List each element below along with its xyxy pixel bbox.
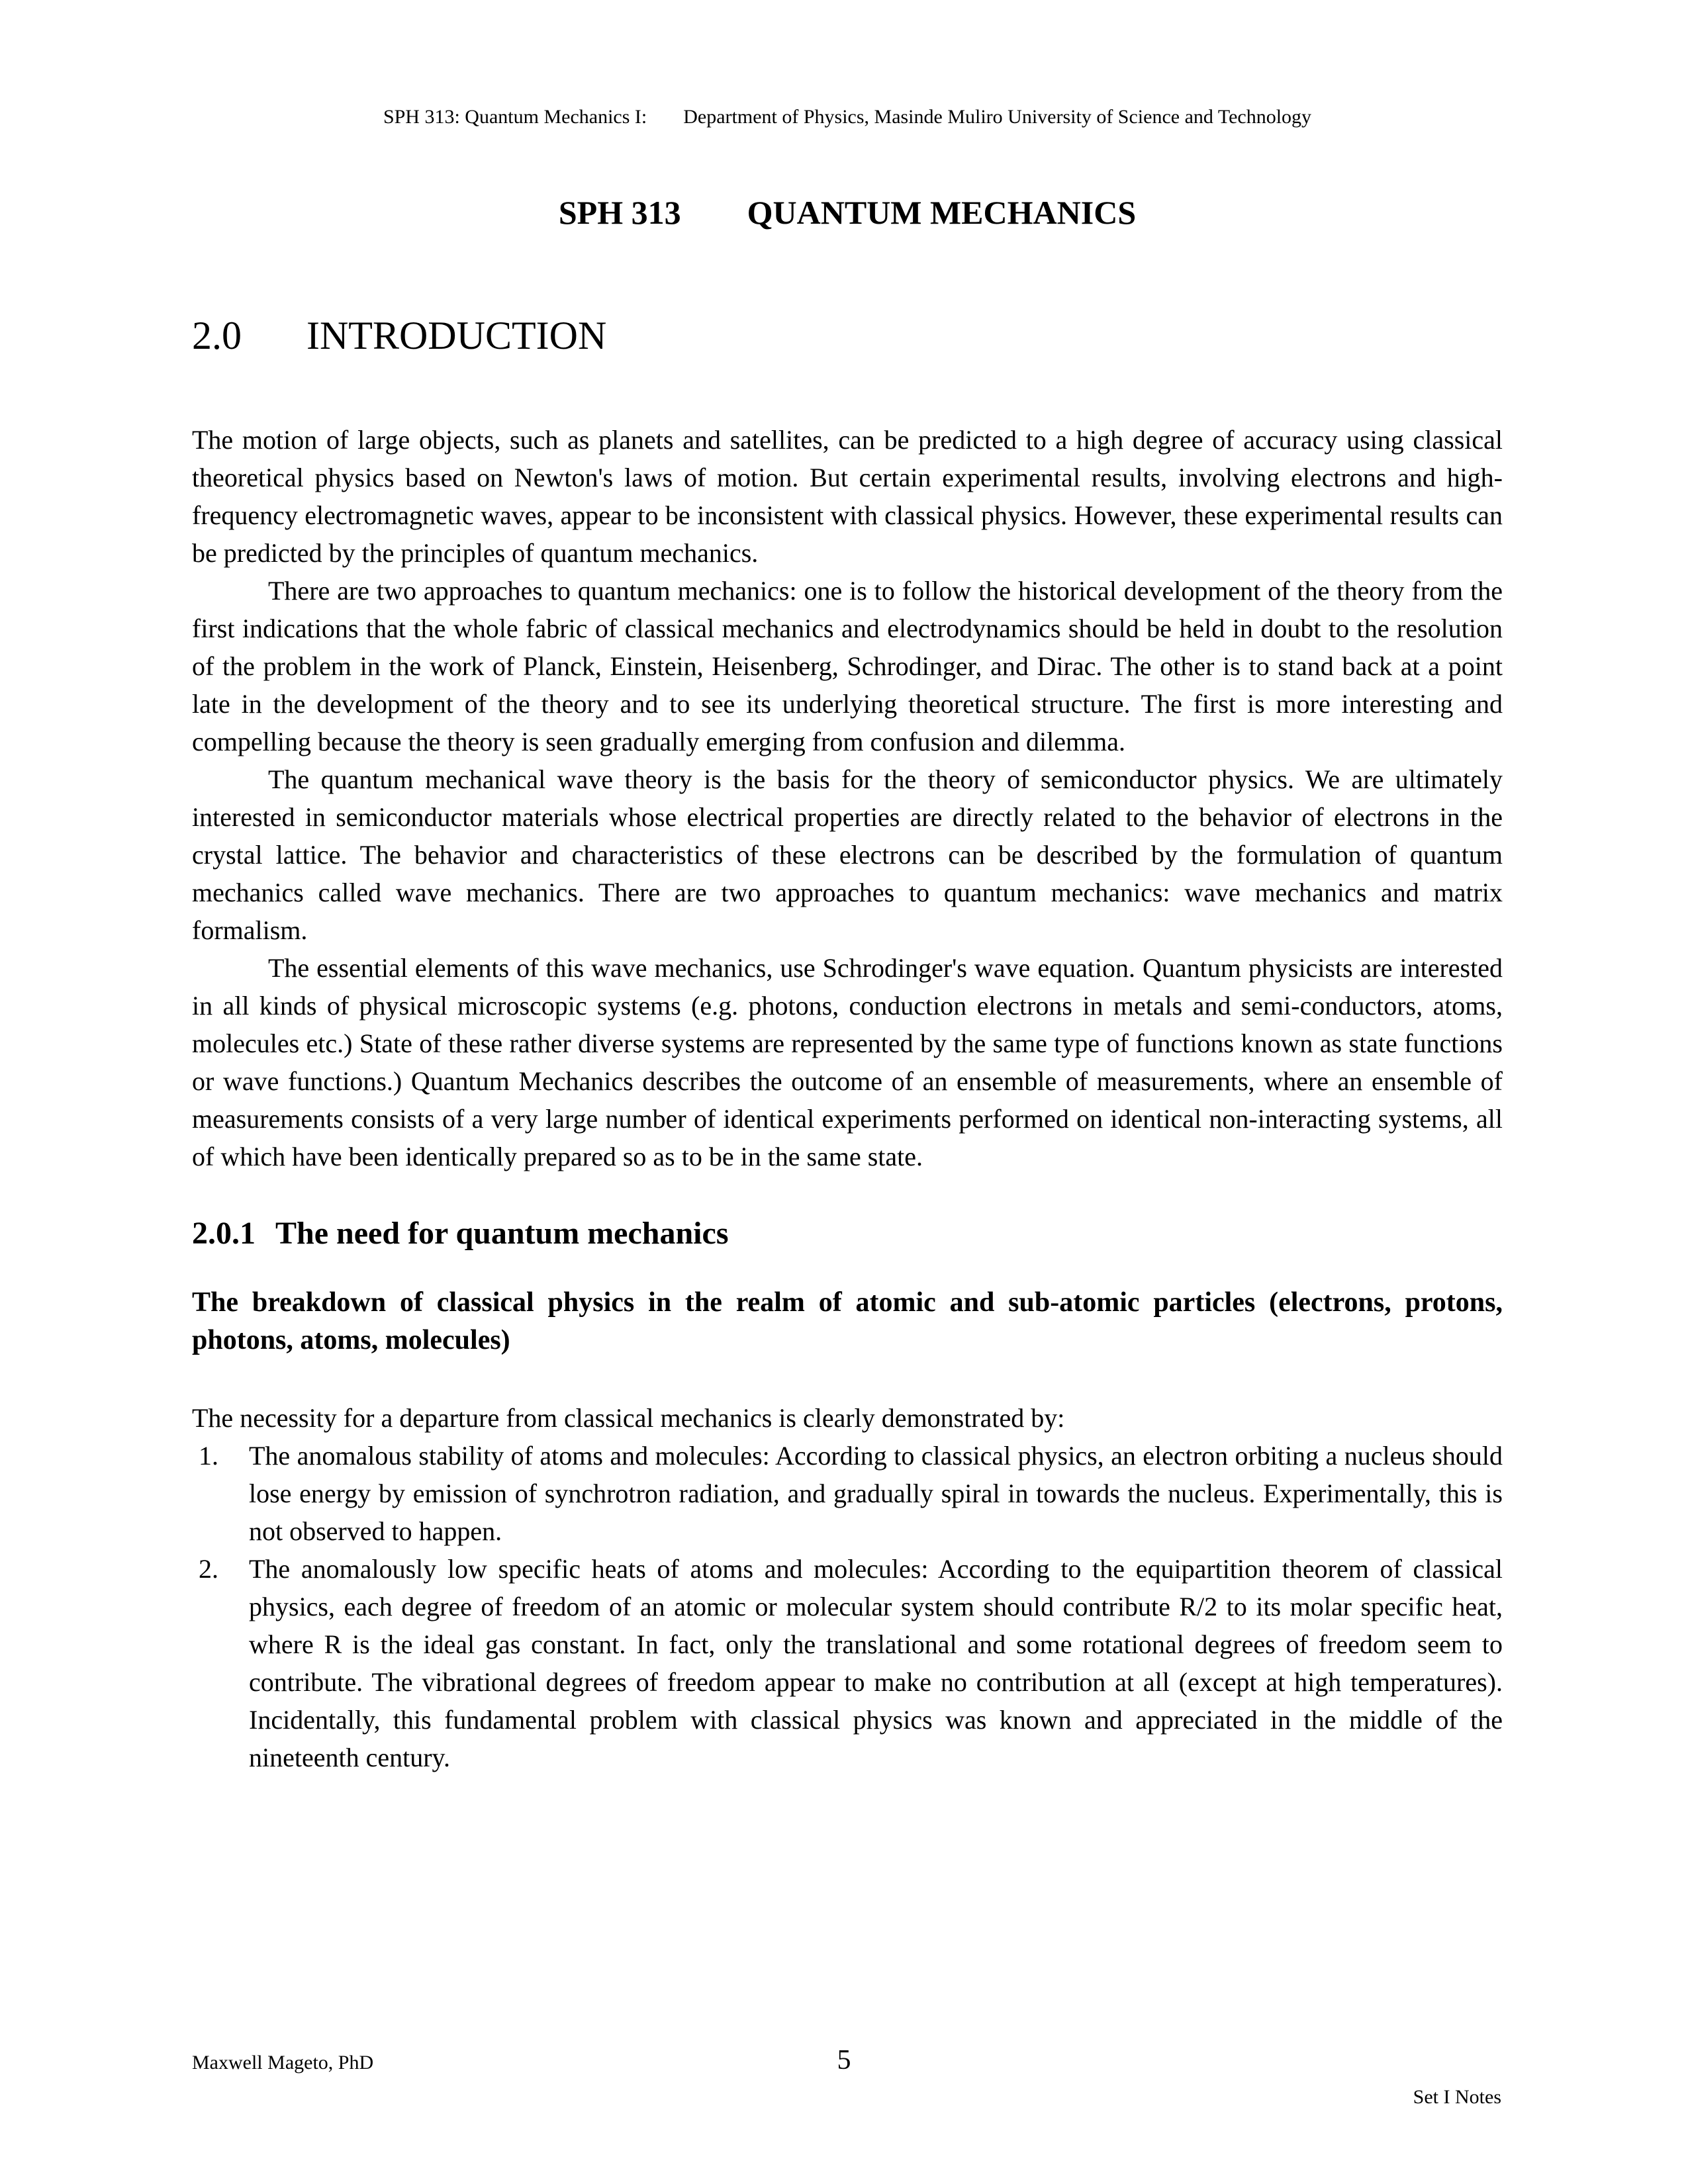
list-item-low-specific-heats bbox=[192, 1550, 1503, 1776]
list-item-text: The anomalous stability of atoms and molecules: According to classical physics, an electron orbiting a nucleus should lose energy by emission of synchrotron radiation, and gradually spiral in towards the nucleus. Experimentally, this is not observed to happen. bbox=[249, 1441, 1503, 1546]
subsection-title: The need for quantum mechanics bbox=[275, 1216, 729, 1251]
footer-notes-label: Set I Notes bbox=[1413, 2086, 1501, 2108]
list-item-text: The anomalously low specific heats of atoms and molecules: According to the equipartition theorem of classical physics, each degree of freedom of an atomic or molecular system should contribute R/2 to its molar specific heat, where R is the ideal gas constant. In fact, only the translational and some rotational degrees of freedom seem to contribute. The vibrational degrees of freedom appear to make no contribution at all (except at high temperatures). Incidentally, this fundamental problem with classical physics was known and appreciated in the middle of the nineteenth century. bbox=[249, 1554, 1503, 1772]
header-department: Department of Physics, Masinde Muliro University of Science and Technology bbox=[683, 106, 1312, 128]
list-item-number: 1. bbox=[199, 1441, 218, 1471]
list-intro-necessity: The necessity for a departure from classical mechanics is clearly demonstrated by: bbox=[192, 1403, 1065, 1433]
section-heading-need-for-qm bbox=[192, 1214, 1503, 1253]
list-item-number: 2. bbox=[199, 1554, 218, 1584]
section-heading-introduction bbox=[192, 312, 1503, 359]
subheading-breakdown-classical-physics: The breakdown of classical physics in the realm of atomic and sub-atomic particles (electrons, protons, photons, atoms, molecules) bbox=[192, 1287, 1503, 1355]
paragraph-two-approaches: There are two approaches to quantum mechanics: one is to follow the historical development of the theory from the first indications that the whole fabric of classical mechanics and electrodynamics should be held in doubt to the resolution of the problem in the work of Planck, Einstein, Heisenberg, Schrodinger, and Dirac. The other is to stand back at a point late in the development of the theory and to see its underlying theoretical structure. The first is more interesting and compelling because the theory is seen gradually emerging from confusion and dilemma. bbox=[192, 576, 1503, 756]
footer-author: Maxwell Mageto, PhD bbox=[192, 2052, 374, 2073]
title-course-code: SPH 313 bbox=[558, 194, 681, 231]
header-course-code: SPH 313: Quantum Mechanics I: bbox=[383, 106, 647, 128]
running-header bbox=[192, 105, 1503, 130]
page-number: 5 bbox=[837, 2045, 851, 2075]
section-number: 2.0 bbox=[192, 314, 242, 357]
paragraph-wave-theory: The quantum mechanical wave theory is the basis for the theory of semiconductor physics. We are ultimately interested in semiconductor materials whose electrical properties are directly related to the behavior of electrons in the crystal lattice. The behavior and characteristics of these electrons can be described by the formulation of quantum mechanics called wave mechanics. There are two approaches to quantum mechanics: wave mechanics and matrix formalism. bbox=[192, 764, 1503, 945]
document-title bbox=[192, 193, 1503, 232]
list-item-anomalous-stability bbox=[192, 1437, 1503, 1550]
paragraph-essential-elements: The essential elements of this wave mechanics, use Schrodinger's wave equation. Quantum physicists are interested in all kinds of physical microscopic systems (e.g. photons, conduction electrons in metals and semi-conductors, atoms, molecules etc.) State of these rather diverse systems are represented by the same type of functions known as state functions or wave functions.) Quantum Mechanics describes the outcome of an ensemble of measurements, where an ensemble of measurements consists of a very large number of identical experiments performed on identical non-interacting systems, all of which have been identically prepared so as to be in the same state. bbox=[192, 953, 1503, 1171]
subsection-number: 2.0.1 bbox=[192, 1216, 256, 1251]
paragraph-motion-of-large-objects: The motion of large objects, such as planets and satellites, can be predicted to a high degree of accuracy using classical theoretical physics based on Newton's laws of motion. But certain experimental results, involving electrons and high-frequency electromagnetic waves, appear to be inconsistent with classical physics. However, these experimental results can be predicted by the principles of quantum mechanics. bbox=[192, 425, 1503, 568]
title-course-name: QUANTUM MECHANICS bbox=[747, 194, 1137, 231]
section-title: INTRODUCTION bbox=[306, 314, 607, 357]
